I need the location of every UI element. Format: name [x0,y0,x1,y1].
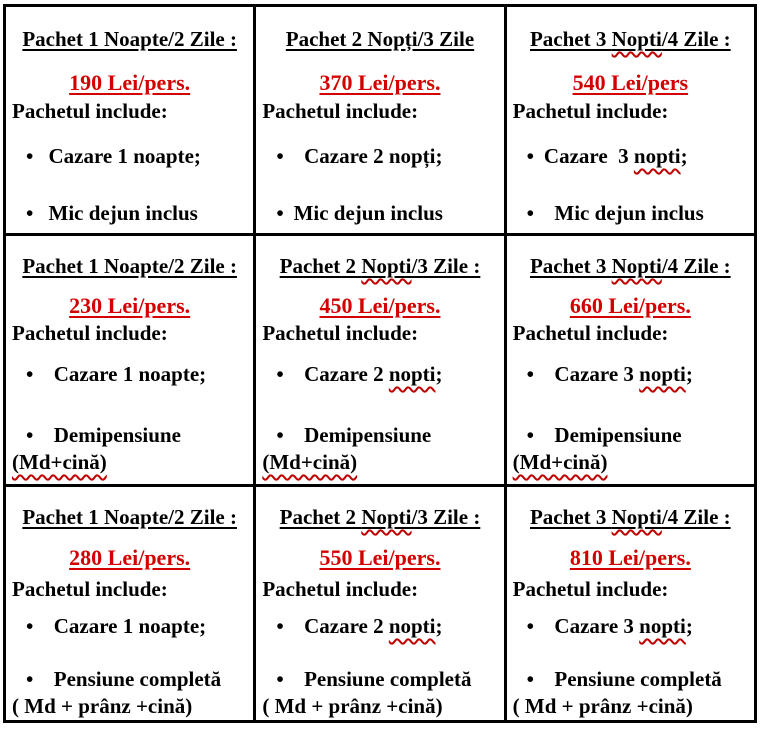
package-title-text [22,254,237,278]
package-cell-3-3 [505,486,755,722]
item-text: Pensiune completă [538,667,722,691]
item-text: Cazare 1 noapte; [38,362,207,386]
title-segment: Pachet 3 [529,27,612,51]
package-price: 540 Lei/pers [572,70,689,95]
package-price: 660 Lei/pers. [569,293,691,318]
item-text: Cazare 3 [538,614,640,638]
include-label: Pachetul include: [262,99,419,123]
package-price: 370 Lei/pers. [319,70,441,95]
bullet-item [262,200,497,227]
item-text: ( Md + prânz +cină) [512,694,693,718]
package-price: 550 Lei/pers. [319,545,441,570]
title-segment: Pachet 1 Noapte/2 Zile : [22,27,237,51]
package-title [12,26,247,53]
bullet-item [12,143,247,170]
bullet-icon: • [276,423,284,447]
package-cell-1-1 [5,6,255,235]
misspelled-word: Nopti [361,254,412,278]
package-price-row [12,292,247,319]
package-title-text [280,254,481,278]
package-price: 190 Lei/pers. [69,70,191,95]
item-text: Mic dejun inclus [38,201,198,225]
include-label: Pachetul include: [512,99,669,123]
bullet-item [513,666,748,693]
package-price-row [12,544,247,571]
package-price: 810 Lei/pers. [569,545,691,570]
package-cell-3-1 [5,486,255,722]
bullet-item [12,200,247,227]
bullet-item [262,613,497,640]
item-text: Cazare 3 [538,362,640,386]
misspelled-word: Nopti [611,505,662,529]
title-segment: /4 Zile : [661,254,731,278]
item-text: Mic dejun inclus [288,201,443,225]
item-text: Demipensiune [288,423,432,447]
bullet-item-continuation [262,449,497,476]
item-text: ; [435,362,443,386]
package-title [12,253,247,280]
package-cell-3-2 [255,486,505,722]
package-title [12,504,247,531]
package-price: 230 Lei/pers. [69,293,191,318]
bullet-icon: • [526,423,535,447]
item-text: Cazare 3 [538,144,634,168]
table-row [5,6,756,235]
bullet-item [262,361,497,388]
title-segment: Pachet 2 [279,254,362,278]
bullet-icon: • [26,144,34,168]
package-title-text [22,27,237,51]
bullet-item [513,422,748,449]
package-title-text [530,254,731,278]
bullet-item [12,666,247,693]
bullet-icon: • [26,614,34,638]
item-text: Cazare 1 noapte; [38,144,201,168]
item-text: ( Md + prânz +cină) [12,694,193,718]
bullet-icon: • [526,144,535,168]
package-cell-2-1 [5,235,255,486]
item-text: Cazare 2 [288,614,389,638]
bullet-item-continuation [513,693,748,720]
package-price: 280 Lei/pers. [69,545,191,570]
bullet-icon: • [276,201,284,225]
bullet-icon: • [276,614,284,638]
package-price-row [262,544,497,571]
misspelled-word: (Md+cină) [12,450,107,474]
item-text: ( Md + prânz +cină) [262,694,443,718]
package-cell-1-2 [255,6,505,235]
package-title [513,504,748,531]
item-text: Mic dejun inclus [538,201,704,225]
package-cell-1-3 [505,6,755,235]
bullet-icon: • [26,201,34,225]
package-title-text [530,505,731,529]
misspelled-word: nopti [388,614,436,638]
bullet-item [262,422,497,449]
package-price-row [12,69,247,96]
packages-table-body [5,6,756,722]
bullet-icon: • [526,201,535,225]
table-row [5,486,756,722]
bullet-item [513,200,748,227]
item-text: ; [680,144,688,168]
table-row [5,235,756,486]
item-text: Pensiune completă [38,667,222,691]
bullet-item [513,143,748,170]
bullet-item [262,143,497,170]
item-text: Demipensiune [538,423,682,447]
misspelled-word: Nopti [361,505,412,529]
bullet-icon: • [276,667,284,691]
package-price-row [513,69,748,96]
title-segment: Pachet 3 [529,254,612,278]
bullet-item-continuation [12,449,247,476]
title-segment: Pachet 2 [279,505,362,529]
include-label: Pachetul include: [12,321,168,345]
package-title [513,26,748,53]
package-price-row [262,292,497,319]
packages-pricing-table [3,4,757,723]
include-label: Pachetul include: [262,577,419,601]
title-segment: Pachet 2 Nopți/3 Zile [285,27,475,51]
bullet-item [12,361,247,388]
title-segment: /3 Zile : [411,505,481,529]
package-price-row [262,69,497,96]
bullet-item [12,613,247,640]
bullet-item-continuation [262,693,497,720]
package-cell-2-3 [505,235,755,486]
package-title-text [22,505,237,529]
title-segment: /3 Zile : [411,254,481,278]
include-label: Pachetul include: [12,99,168,123]
package-title [262,26,497,53]
title-segment: /4 Zile : [661,27,731,51]
package-price-row [513,292,748,319]
item-text: Demipensiune [38,423,181,447]
item-text: Cazare 2 nopți; [288,144,443,168]
bullet-item [262,666,497,693]
bullet-icon: • [526,614,535,638]
item-text: ; [685,614,693,638]
include-label: Pachetul include: [512,577,669,601]
title-segment: Pachet 1 Noapte/2 Zile : [22,254,237,278]
bullet-item-continuation [12,693,247,720]
bullet-icon: • [26,362,34,386]
package-cell-2-2 [255,235,505,486]
item-text: ; [435,614,443,638]
package-title [262,253,497,280]
title-segment: Pachet 1 Noapte/2 Zile : [22,505,237,529]
package-title [262,504,497,531]
misspelled-word: (Md+cină) [512,450,608,474]
package-title-text [286,27,474,51]
misspelled-word: nopti [639,362,686,386]
bullet-item-continuation [513,449,748,476]
bullet-icon: • [526,362,535,386]
bullet-item [12,422,247,449]
include-label: Pachetul include: [12,577,168,601]
bullet-icon: • [276,144,284,168]
item-text: Cazare 2 [288,362,389,386]
package-title [513,253,748,280]
bullet-icon: • [26,423,34,447]
title-segment: /4 Zile : [661,505,731,529]
package-title-text [530,27,731,51]
include-label: Pachetul include: [262,321,419,345]
misspelled-word: Nopti [611,27,662,51]
bullet-item [513,361,748,388]
bullet-icon: • [26,667,34,691]
title-segment: Pachet 3 [529,505,612,529]
bullet-icon: • [526,667,535,691]
bullet-item [513,613,748,640]
misspelled-word: (Md+cină) [262,450,358,474]
package-price: 450 Lei/pers. [319,293,441,318]
package-price-row [513,544,748,571]
item-text: ; [685,362,693,386]
item-text: Pensiune completă [288,667,472,691]
bullet-icon: • [276,362,284,386]
misspelled-word: nopti [633,144,681,168]
package-title-text [280,505,481,529]
include-label: Pachetul include: [512,321,669,345]
misspelled-word: nopti [639,614,686,638]
misspelled-word: nopti [388,362,436,386]
item-text: Cazare 1 noapte; [38,614,207,638]
misspelled-word: Nopti [611,254,662,278]
